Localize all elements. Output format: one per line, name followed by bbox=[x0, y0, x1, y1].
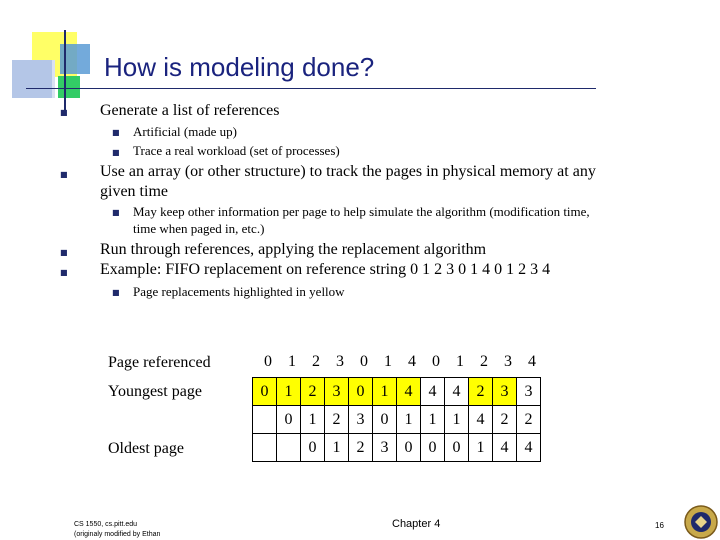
frame-cell: 0 bbox=[421, 434, 445, 462]
bullet-artificial: Artificial (made up) bbox=[133, 124, 237, 139]
reference-value: 2 bbox=[312, 353, 320, 370]
frame-cell: 2 bbox=[301, 378, 325, 406]
bullet-use-array-line1: Use an array (or other structure) to track the pages in physical memory at any bbox=[100, 163, 596, 180]
frame-cell: 3 bbox=[517, 378, 541, 406]
bullet-marker: ■ bbox=[60, 170, 68, 179]
reference-value: 3 bbox=[336, 353, 344, 370]
bullet-generate-references: Generate a list of references bbox=[100, 102, 280, 119]
frame-cell: 2 bbox=[349, 434, 373, 462]
frame-cell: 2 bbox=[517, 406, 541, 434]
title-underline bbox=[26, 88, 596, 89]
bullet-highlight-note: Page replacements highlighted in yellow bbox=[133, 284, 345, 299]
frame-cell: 1 bbox=[421, 406, 445, 434]
frame-cell: 0 bbox=[349, 378, 373, 406]
decor-vertical-line bbox=[64, 30, 66, 112]
frame-cell: 0 bbox=[373, 406, 397, 434]
reference-value: 3 bbox=[504, 353, 512, 370]
frame-cell bbox=[253, 434, 277, 462]
reference-value: 1 bbox=[384, 353, 392, 370]
bullet-run-through: Run through references, applying the replacement algorithm bbox=[100, 241, 487, 258]
frame-cell: 4 bbox=[397, 378, 421, 406]
bullet-marker: ■ bbox=[112, 128, 120, 137]
university-seal-icon bbox=[684, 505, 718, 539]
reference-value: 1 bbox=[456, 353, 464, 370]
reference-value: 1 bbox=[288, 353, 296, 370]
frame-cell: 1 bbox=[397, 406, 421, 434]
footer-course bbox=[74, 520, 160, 540]
reference-value: 0 bbox=[432, 353, 440, 370]
bullet-marker: ■ bbox=[112, 208, 120, 217]
frame-cell: 1 bbox=[373, 378, 397, 406]
reference-value: 4 bbox=[528, 353, 536, 370]
frame-cell: 4 bbox=[421, 378, 445, 406]
reference-value: 2 bbox=[480, 353, 488, 370]
bullet-marker: ■ bbox=[60, 268, 68, 277]
frame-cell: 2 bbox=[493, 406, 517, 434]
frame-cell: 1 bbox=[277, 378, 301, 406]
frame-cell: 0 bbox=[253, 378, 277, 406]
frame-table bbox=[252, 377, 541, 462]
label-oldest-page: Oldest page bbox=[108, 440, 184, 457]
frame-row bbox=[253, 434, 541, 462]
decor-square-green bbox=[58, 76, 80, 98]
frame-cell: 0 bbox=[445, 434, 469, 462]
frame-cell: 3 bbox=[373, 434, 397, 462]
bullet-marker: ■ bbox=[112, 148, 120, 157]
slide-title: How is modeling done? bbox=[104, 52, 375, 82]
label-page-referenced: Page referenced bbox=[108, 354, 211, 371]
frame-cell: 0 bbox=[397, 434, 421, 462]
frame-cell: 1 bbox=[469, 434, 493, 462]
frame-cell: 4 bbox=[469, 406, 493, 434]
frame-cell: 4 bbox=[517, 434, 541, 462]
footer-course-line1: CS 1550, cs.pitt.edu bbox=[74, 521, 138, 528]
bullet-marker: ■ bbox=[112, 288, 120, 297]
frame-row bbox=[253, 406, 541, 434]
decor-square-lightblue bbox=[12, 60, 55, 98]
frame-cell: 4 bbox=[493, 434, 517, 462]
frame-cell: 0 bbox=[277, 406, 301, 434]
footer-chapter: Chapter 4 bbox=[392, 518, 441, 530]
reference-value: 4 bbox=[408, 353, 416, 370]
frame-cell: 3 bbox=[493, 378, 517, 406]
frame-cell: 2 bbox=[469, 378, 493, 406]
bullet-marker: ■ bbox=[60, 108, 68, 117]
bullet-keep-info-line2: time when paged in, etc.) bbox=[133, 221, 265, 236]
frame-cell: 3 bbox=[325, 378, 349, 406]
frame-cell: 3 bbox=[349, 406, 373, 434]
reference-string bbox=[256, 353, 544, 371]
bullet-example-fifo: Example: FIFO replacement on reference string 0 1 2 3 0 1 4 0 1 2 3 4 bbox=[100, 261, 551, 278]
reference-value: 0 bbox=[264, 353, 272, 370]
label-youngest-page: Youngest page bbox=[108, 383, 202, 400]
frame-cell bbox=[277, 434, 301, 462]
page-number: 16 bbox=[655, 521, 664, 530]
frame-cell: 1 bbox=[445, 406, 469, 434]
frame-cell: 0 bbox=[301, 434, 325, 462]
bullet-trace-workload: Trace a real workload (set of processes) bbox=[133, 143, 340, 158]
frame-cell: 1 bbox=[301, 406, 325, 434]
frame-cell: 4 bbox=[445, 378, 469, 406]
reference-value: 0 bbox=[360, 353, 368, 370]
bullet-use-array-line2: given time bbox=[100, 183, 168, 200]
frame-row bbox=[253, 378, 541, 406]
frame-cell: 1 bbox=[325, 434, 349, 462]
bullet-marker: ■ bbox=[60, 248, 68, 257]
frame-cell: 2 bbox=[325, 406, 349, 434]
footer-course-line2: (originaly modified by Ethan bbox=[74, 531, 161, 538]
bullet-keep-info-line1: May keep other information per page to help simulate the algorithm (modification time, bbox=[133, 204, 590, 219]
frame-cell bbox=[253, 406, 277, 434]
